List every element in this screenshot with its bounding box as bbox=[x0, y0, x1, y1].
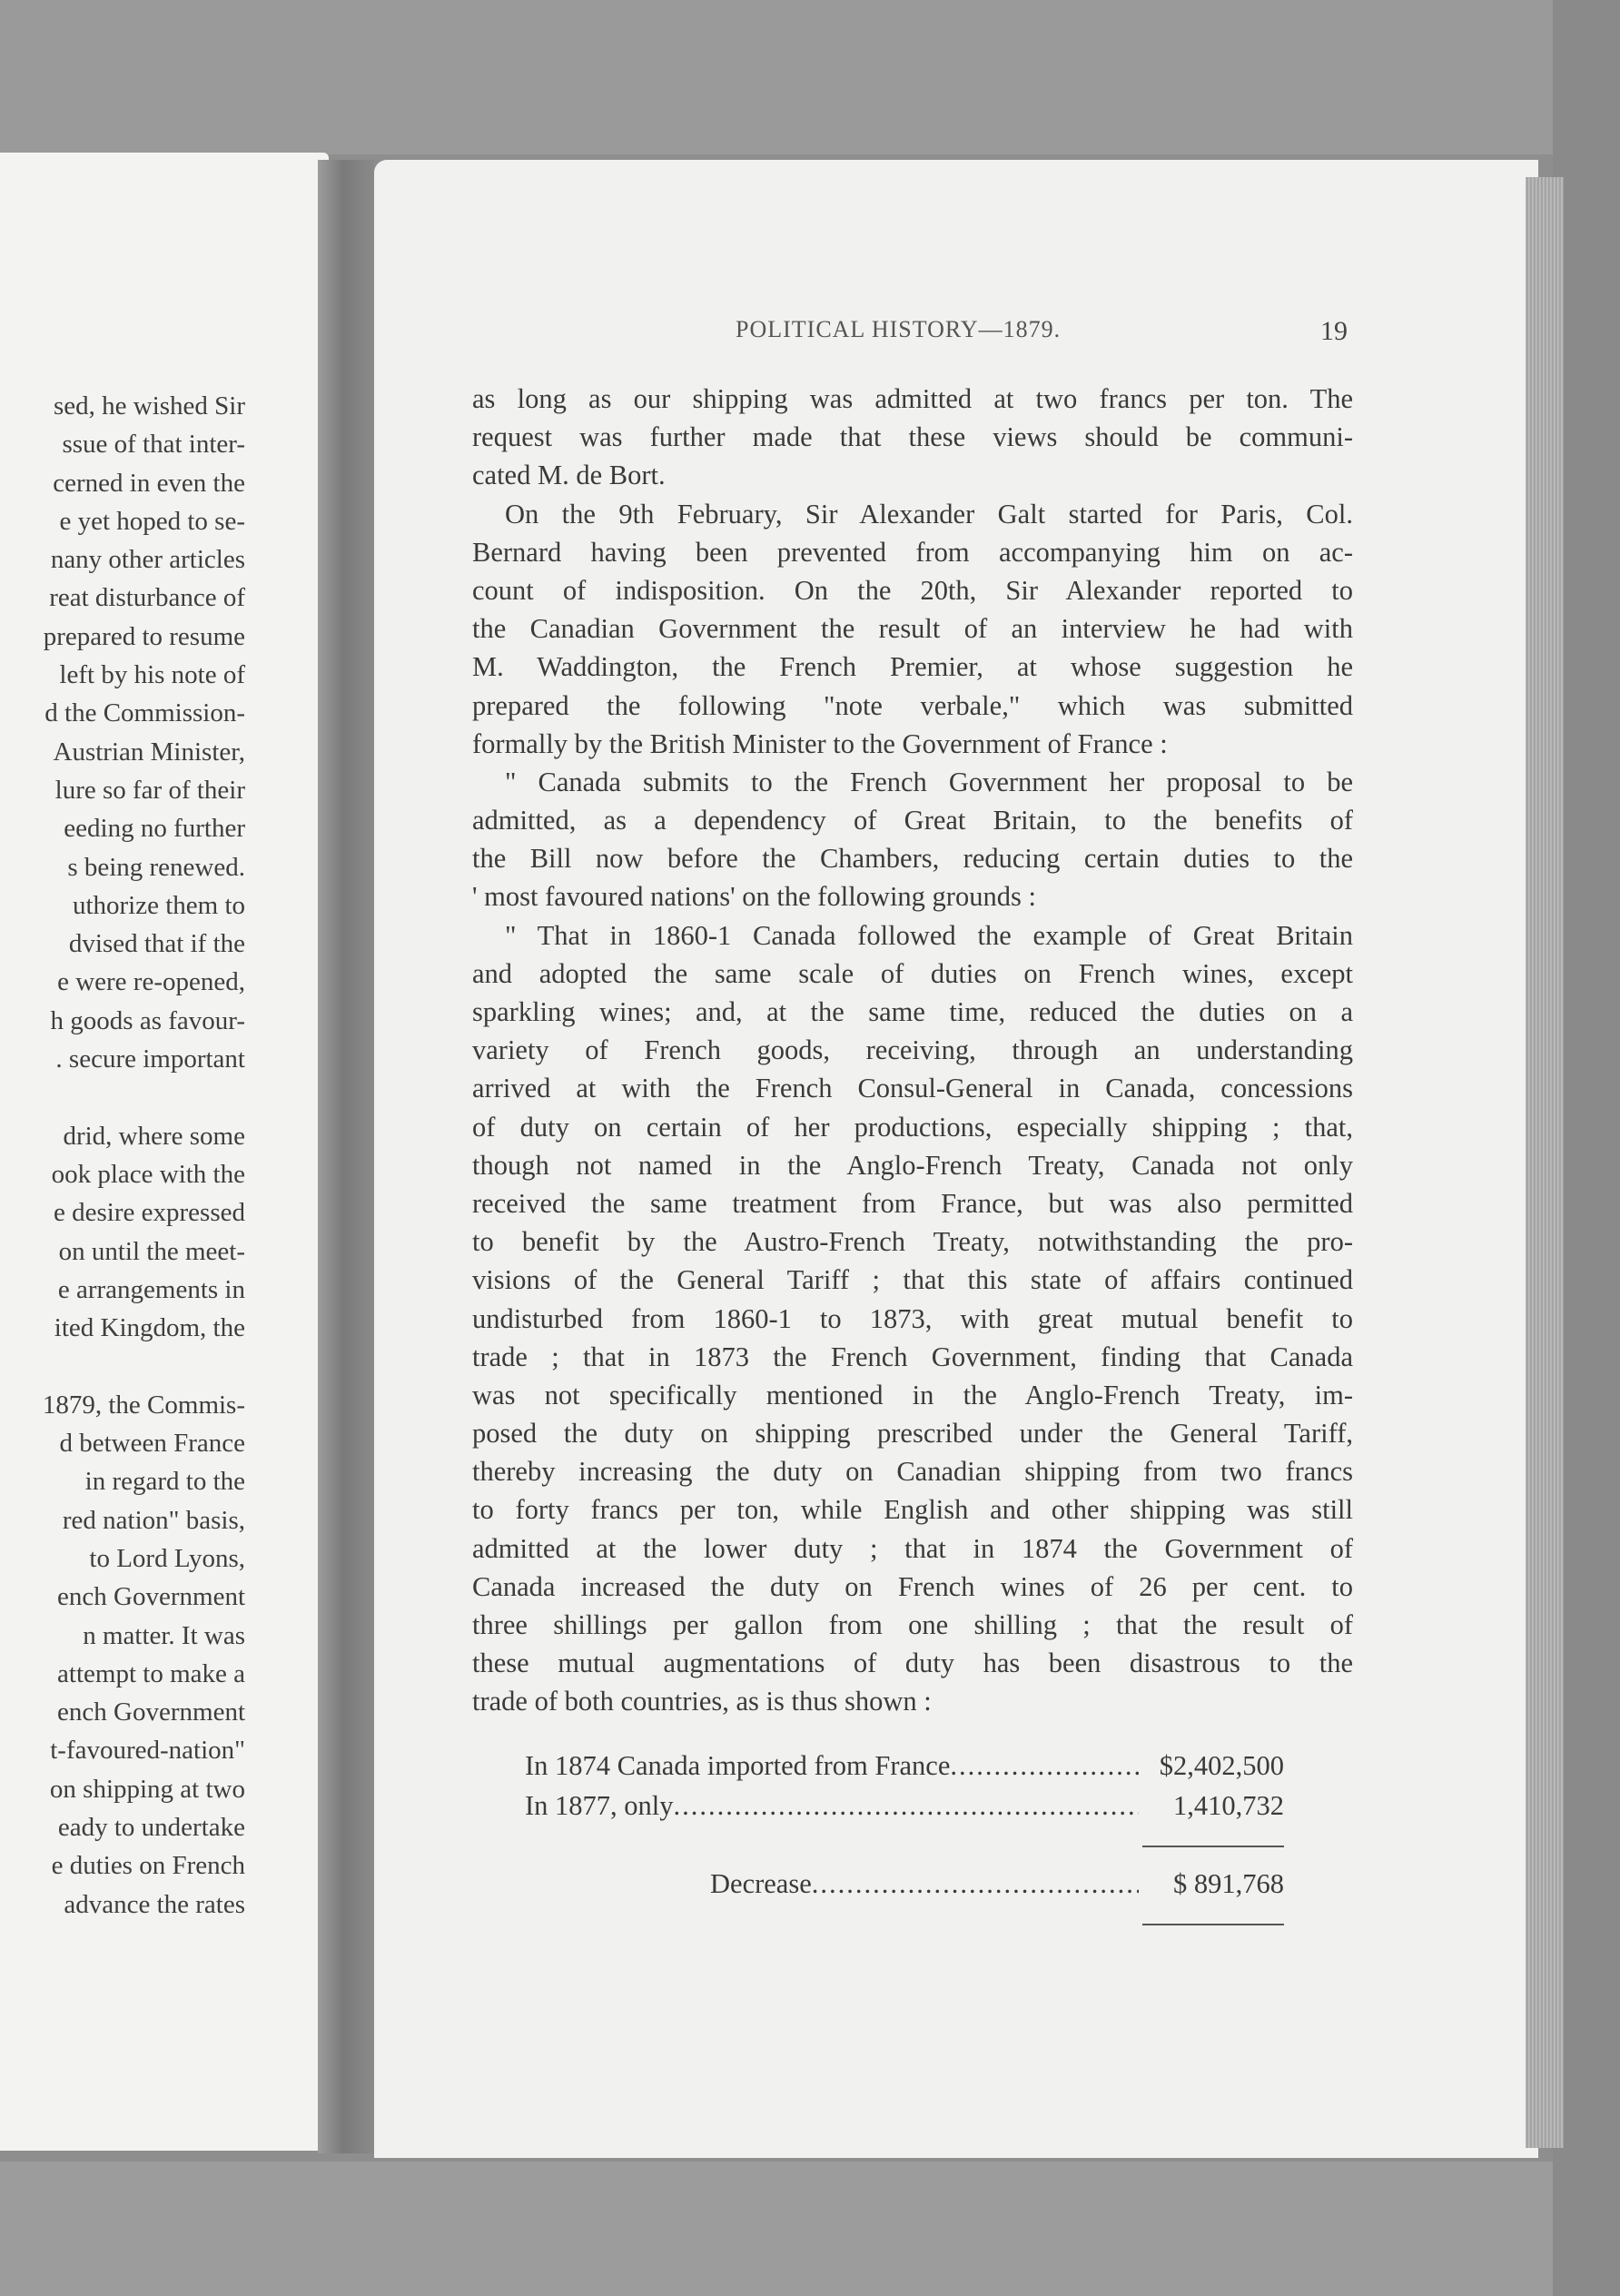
table-row-decrease bbox=[710, 1864, 1284, 1904]
body-text-line: trade of both countries, as is thus shown : bbox=[472, 1686, 932, 1717]
body-text-line: admitted at the lower duty ; that in 1874 the Government of bbox=[472, 1532, 1353, 1564]
body-text-line: trade ; that in 1873 the French Government, finding that Canada bbox=[472, 1341, 1353, 1372]
left-text-line: lure so far of their bbox=[54, 775, 245, 805]
page-number: 19 bbox=[1320, 316, 1348, 346]
left-text-line: to Lord Lyons, bbox=[89, 1543, 245, 1573]
left-text-line: eady to undertake bbox=[57, 1812, 245, 1842]
left-page-text bbox=[0, 387, 245, 1924]
body-text bbox=[472, 380, 1353, 1721]
body-text-line: of duty on certain of her productions, especially shipping ; that, bbox=[472, 1111, 1353, 1143]
table-row-1877 bbox=[525, 1786, 1284, 1826]
sum-rule bbox=[1142, 1846, 1284, 1847]
row-value: 1,410,732 bbox=[1173, 1790, 1284, 1821]
body-text-line: count of indisposition. On the 20th, Sir Alexander reported to bbox=[472, 574, 1353, 606]
left-text-line: attempt to make a bbox=[57, 1658, 245, 1688]
body-text-line: posed the duty on shipping prescribed under the General Tariff, bbox=[472, 1418, 1353, 1450]
body-text-line: M. Waddington, the French Premier, at whose suggestion he bbox=[472, 651, 1353, 683]
left-text-line: e desire expressed bbox=[54, 1198, 245, 1228]
left-text-line: on shipping at two bbox=[49, 1774, 245, 1804]
body-text-line: " That in 1860-1 Canada followed the example of Great Britain bbox=[505, 919, 1353, 951]
body-text-line: Canada increased the duty on French wines of 26 per cent. to bbox=[472, 1570, 1353, 1602]
body-text-line: Bernard having been prevented from accompanying him on ac- bbox=[472, 536, 1353, 568]
row-label: In 1874 Canada imported from France bbox=[525, 1750, 951, 1781]
left-text-line: nany other articles bbox=[50, 545, 245, 575]
background-top bbox=[0, 0, 1620, 154]
body-text-line: request was further made that these views should be communi- bbox=[472, 421, 1353, 453]
left-text-line: ssue of that inter- bbox=[62, 430, 245, 460]
left-text-line: advance the rates bbox=[64, 1889, 245, 1919]
table-row-1874 bbox=[525, 1746, 1284, 1786]
left-text-line: d the Commission- bbox=[44, 698, 245, 728]
body-text-line: received the same treatment from France, but was also permitted bbox=[472, 1187, 1353, 1219]
left-text-line: h goods as favour- bbox=[50, 1005, 245, 1035]
left-text-line: d between France bbox=[59, 1429, 245, 1459]
left-text-line: in regard to the bbox=[84, 1467, 245, 1497]
left-text-line: drid, where some bbox=[63, 1121, 245, 1151]
body-text-line: visions of the General Tariff ; that this state of affairs continued bbox=[472, 1264, 1353, 1296]
body-text-line: sparkling wines; and, at the same time, reduced the duties on a bbox=[472, 996, 1353, 1027]
left-text-line: dvised that if the bbox=[68, 929, 245, 959]
body-text-line: as long as our shipping was admitted at two francs per ton. The bbox=[472, 383, 1353, 414]
body-text-line: was not specifically mentioned in the Anglo-French Treaty, im- bbox=[472, 1379, 1353, 1410]
left-text-line: e duties on French bbox=[51, 1851, 245, 1881]
row-label: In 1877, only bbox=[525, 1790, 674, 1821]
body-text-line: three shillings per gallon from one shilling ; that the result of bbox=[472, 1609, 1353, 1640]
leader-dots bbox=[950, 1746, 1139, 1786]
left-text-line: sed, he wished Sir bbox=[53, 391, 245, 421]
page-edges bbox=[1526, 177, 1564, 2148]
left-text-line: prepared to resume bbox=[43, 621, 245, 651]
left-text-line: e yet hoped to se- bbox=[59, 506, 245, 536]
left-text-line bbox=[0, 1347, 245, 1385]
background-bottom bbox=[0, 2162, 1620, 2296]
body-text-line: and adopted the same scale of duties on French wines, except bbox=[472, 957, 1353, 989]
leader-dots bbox=[674, 1786, 1139, 1826]
body-text-line: prepared the following "note verbale," which was submitted bbox=[472, 689, 1353, 721]
book-gutter bbox=[318, 160, 374, 2153]
body-text-line: the Bill now before the Chambers, reducing certain duties to the bbox=[472, 843, 1353, 875]
total-rule bbox=[1142, 1924, 1284, 1925]
left-text-line: on until the meet- bbox=[58, 1236, 245, 1266]
body-text-line: to benefit by the Austro-French Treaty, notwithstanding the pro- bbox=[472, 1226, 1353, 1258]
body-text-line: these mutual augmentations of duty has been disastrous to the bbox=[472, 1648, 1353, 1679]
left-text-line: e arrangements in bbox=[57, 1274, 245, 1304]
body-text-line: ' most favoured nations' on the following grounds : bbox=[472, 881, 1036, 913]
import-table bbox=[525, 1746, 1284, 1826]
body-text-line: though not named in the Anglo-French Treaty, Canada not only bbox=[472, 1149, 1353, 1181]
left-text-line: ited Kingdom, the bbox=[54, 1313, 245, 1343]
body-text-line: admitted, as a dependency of Great Britain, to the benefits of bbox=[472, 805, 1353, 836]
body-text-line: arrived at with the French Consul-General in Canada, concessions bbox=[472, 1073, 1353, 1104]
left-text-line: 1879, the Commis- bbox=[42, 1390, 245, 1420]
left-text-line: e were re-opened, bbox=[57, 967, 245, 997]
left-text-line: red nation" basis, bbox=[62, 1505, 245, 1535]
left-text-line: cerned in even the bbox=[53, 468, 245, 498]
left-text-line bbox=[0, 1078, 245, 1116]
body-text-line: the Canadian Government the result of an interview he had with bbox=[472, 613, 1353, 645]
left-text-line: ook place with the bbox=[51, 1159, 245, 1189]
left-page bbox=[0, 153, 329, 2151]
leader-dots bbox=[812, 1864, 1139, 1904]
left-text-line: ench Government bbox=[57, 1582, 245, 1612]
row-value: $2,402,500 bbox=[1159, 1750, 1284, 1781]
running-head: POLITICAL HISTORY—1879. bbox=[736, 316, 1062, 342]
body-text-line: On the 9th February, Sir Alexander Galt started for Paris, Col. bbox=[505, 498, 1353, 529]
left-text-line: eeding no further bbox=[64, 814, 245, 844]
left-text-line: . secure important bbox=[55, 1044, 245, 1074]
left-text-line: ench Government bbox=[57, 1697, 245, 1727]
body-text-line: to forty francs per ton, while English and other shipping was still bbox=[472, 1494, 1353, 1526]
body-text-line: undisturbed from 1860-1 to 1873, with great mutual benefit to bbox=[472, 1302, 1353, 1334]
body-text-line: thereby increasing the duty on Canadian shipping from two francs bbox=[472, 1456, 1353, 1488]
left-text-line: reat disturbance of bbox=[49, 583, 245, 613]
body-text-line: variety of French goods, receiving, through an understanding bbox=[472, 1034, 1353, 1066]
body-text-line: formally by the British Minister to the Government of France : bbox=[472, 727, 1168, 759]
body-text-line: " Canada submits to the French Government her proposal to be bbox=[505, 766, 1353, 797]
left-text-line: left by his note of bbox=[59, 660, 245, 690]
body-text-line: cated M. de Bort. bbox=[472, 460, 666, 491]
left-text-line: s being renewed. bbox=[67, 852, 245, 882]
decrease-value: $ 891,768 bbox=[1173, 1868, 1284, 1899]
decrease-label: Decrease bbox=[710, 1868, 812, 1899]
left-text-line: t-favoured-nation" bbox=[50, 1736, 245, 1766]
left-text-line: Austrian Minister, bbox=[53, 737, 245, 767]
left-text-line: n matter. It was bbox=[83, 1620, 245, 1650]
left-text-line: uthorize them to bbox=[72, 890, 245, 920]
